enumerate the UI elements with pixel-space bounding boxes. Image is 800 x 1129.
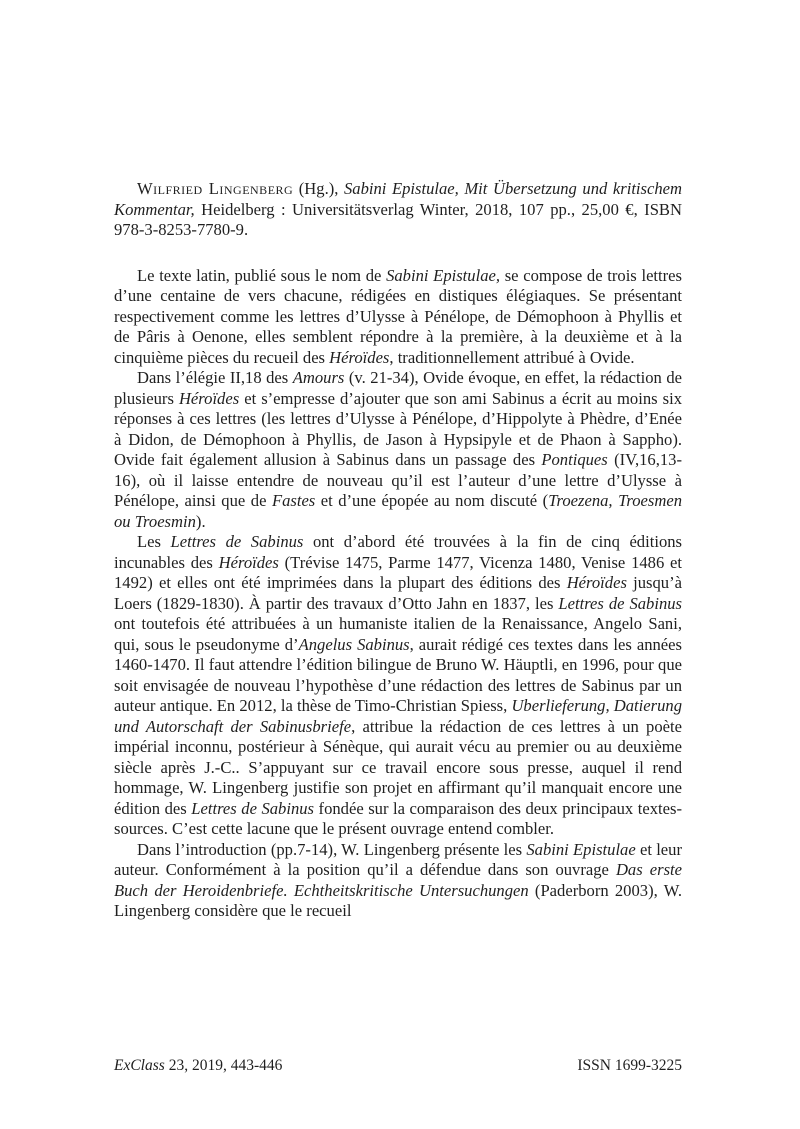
issn-label: ISSN 1699-3225 xyxy=(577,1057,682,1074)
text-run: et d’une épopée au nom discuté ( xyxy=(315,491,549,510)
text-run: et leur auteur. Conformément à la position qu’il a défendue dans son ouvrage xyxy=(114,839,682,879)
smallcaps-text-run: Wilfried Lingenberg xyxy=(137,179,294,198)
italic-text-run: Lettres de Sabinus xyxy=(191,798,315,818)
italic-text-run: Héroïdes xyxy=(329,347,390,367)
italic-text-run: ExClass xyxy=(114,1057,165,1074)
italic-text-run: Troezena, Troesmen ou Troesmin xyxy=(114,491,683,531)
text-run: , traditionnellement attribué à Ovide. xyxy=(389,347,635,367)
text-run: (IV,16,13-16), où il laisse entendre de nouveau qu’il est l’auteur d’une lettre d’Ulysse à Pénélope, ainsi que de xyxy=(114,450,682,510)
text-run: Heidelberg : Universitätsverlag Winter, 2018, 107 pp., 25,00 €, ISBN 978-3-8253-7780-9. xyxy=(114,199,682,239)
text-run: fondée sur la comparaison des deux principaux textes-sources. C’est cette lacune que le présent ouvrage entend combler. xyxy=(114,798,682,838)
italic-text-run: Angelus Sabinus xyxy=(298,634,410,654)
text-run: Dans l’introduction (pp.7-14), W. Lingenberg présente les xyxy=(137,839,527,859)
italic-text-run: Héroïdes xyxy=(566,573,627,592)
text-run: Les xyxy=(137,532,171,551)
page-footer xyxy=(114,1056,682,1075)
citation-paragraph xyxy=(114,179,682,241)
text-run: Le texte latin, publié sous le nom de xyxy=(137,265,387,285)
italic-text-run: Sabini Epistulae xyxy=(526,839,636,859)
italic-text-run: Das erste Buch der Heroidenbriefe. Echtheitskritische Untersuchungen xyxy=(114,860,682,900)
italic-text-run: Héroïdes xyxy=(178,388,240,408)
italic-text-run: Héroïdes xyxy=(218,552,279,572)
text-run: et s’empresse d’ajouter que son ami Sabinus a écrit au moins six réponses à ces lettres (les lettres d’Ulysse à Pénélope, d’Hippolyte à Phèdre, d’Enée à Didon, de Démophoon à Phyllis, de Jason à Hypsipyle et de Phaon à Sappho). Ovide fait également allusion à Sabinus dans un passage des xyxy=(114,388,682,469)
italic-text-run: Uberlieferung, Datierung und Autorschaft der Sabinusbriefe xyxy=(114,696,682,736)
body-paragraph-4 xyxy=(114,840,682,922)
italic-text-run: Amours xyxy=(292,368,345,387)
text-run: Dans l’élégie II,18 des xyxy=(137,368,293,387)
italic-text-run: Sabini Epistulae, Mit Übersetzung und kritischem Kommentar, xyxy=(114,179,683,219)
italic-text-run: Fastes xyxy=(271,491,316,510)
text-run: ). xyxy=(195,511,206,531)
text-run: , aurait rédigé ces textes dans les années 1460-1470. Il faut attendre l’édition bilingue de Bruno W. Häuptli, en 1996, pour que soit envisagée de nouveau l’hypothèse d’une rédaction des lettres de Sabinus par un auteur antique. En 2012, la thèse de Timo-Christian Spiess, xyxy=(114,634,682,715)
text-run: ont toutefois été attribuées à un humaniste italien de la Renaissance, Angelo Sani, qui, sous le pseudonyme d’ xyxy=(114,614,682,654)
italic-text-run: Pontiques xyxy=(541,450,608,469)
text-run: ont d’abord été trouvées à la fin de cinq éditions incunables des xyxy=(114,532,682,572)
body-paragraph-3 xyxy=(114,532,682,840)
italic-text-run: Sabini Epistulae, xyxy=(386,265,501,285)
italic-text-run: Lettres de Sabinus xyxy=(170,532,304,551)
text-run: 23, 2019, 443-446 xyxy=(164,1057,283,1074)
body-paragraph-1 xyxy=(114,266,682,369)
italic-text-run: Lettres de Sabinus xyxy=(558,593,682,613)
text-run: , attribue la rédaction de ces lettres à un poète impérial inconnu, postérieur à Sénèque, qui aurait vécu au premier ou au deuxième siècle après J.-C.. S’appuyant sur ce travail encore sous presse, auquel il rend hommage, W. Lingenberg justifie son projet en affirmant qu’il manquait encore une édition des xyxy=(114,716,682,818)
text-run: (Paderborn 2003), W. Lingenberg considère que le recueil xyxy=(114,880,682,920)
text-run: jusqu’à Loers (1829-1830). À partir des travaux d’Otto Jahn en 1837, les xyxy=(114,573,682,613)
text-run: (v. 21-34), Ovide évoque, en effet, la rédaction de plusieurs xyxy=(114,368,683,408)
review-text-block xyxy=(114,179,682,922)
text-run: (Hg.), xyxy=(293,179,344,198)
text-run: (Trévise 1475, Parme 1477, Vicenza 1480, Venise 1486 et 1492) et elles ont été imprimées dans la plupart des éditions des xyxy=(114,552,682,592)
journal-reference xyxy=(114,1056,282,1075)
body-paragraph-2 xyxy=(114,368,682,532)
text-run: se compose de trois lettres d’une centaine de vers chacune, rédigées en distiques élégiaques. Se présentant respectivement comme les lettres d’Ulysse à Pénélope, de Démophoon à Phyllis et de Pâris à Oenone, elles semblent répondre à la première, à la deuxième et à la cinquième pièces du recueil des xyxy=(114,265,683,367)
